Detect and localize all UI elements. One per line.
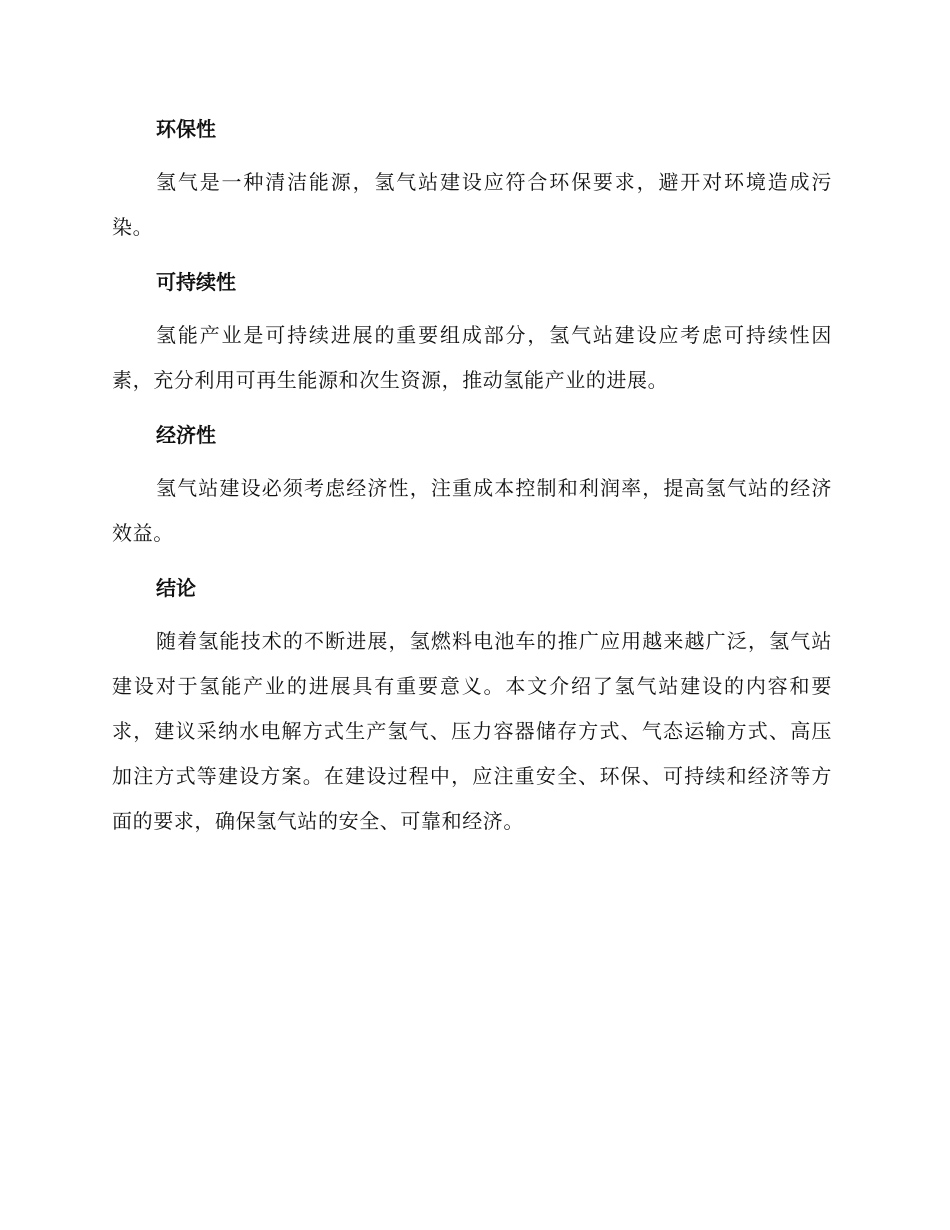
- section-paragraph: 氢能产业是可持续进展的重要组成部分，氢气站建设应考虑可持续性因素，充分利用可再生能源和次生资源，推动氢能产业的进展。: [112, 323, 832, 392]
- section-sustainability: [112, 265, 832, 403]
- section-paragraph: 氢气站建设必须考虑经济性，注重成本控制和利润率，提高氢气站的经济效益。: [112, 476, 832, 545]
- section-conclusion: [112, 571, 832, 844]
- section-environmental: [112, 112, 832, 250]
- section-paragraph: 随着氢能技术的不断进展，氢燃料电池车的推广应用越来越广泛，氢气站建设对于氢能产业的进展具有重要意义。本文介绍了氢气站建设的内容和要求，建议采纳水电解方式生产氢气、压力容器储存方式、气态运输方式、高压加注方式等建设方案。在建设过程中，应注重安全、环保、可持续和经济等方面的要求，确保氢气站的安全、可靠和经济。: [112, 629, 832, 833]
- section-heading: 经济性: [156, 423, 216, 447]
- section-heading: 可持续性: [156, 270, 236, 294]
- section-economic: [112, 418, 832, 556]
- document-page: [112, 112, 832, 859]
- section-paragraph: 氢气是一种清洁能源，氢气站建设应符合环保要求，避开对环境造成污染。: [112, 170, 832, 239]
- section-heading: 结论: [156, 576, 196, 600]
- section-heading: 环保性: [156, 117, 216, 141]
